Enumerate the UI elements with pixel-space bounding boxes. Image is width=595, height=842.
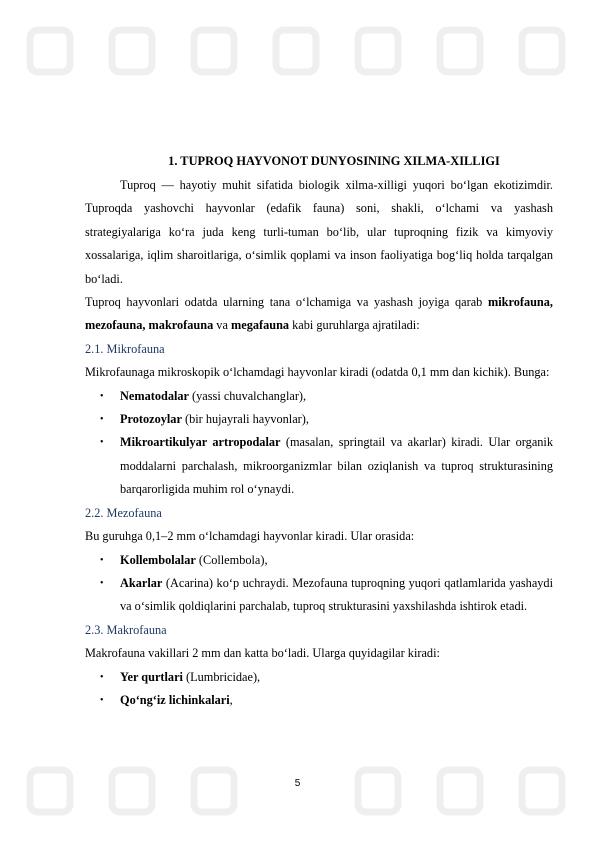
term-makrofauna: makrofauna	[148, 318, 214, 333]
page-title: 1. TUPROQ HAYVONOT DUNYOSINING XILMA-XILLIGI	[168, 154, 500, 168]
list-item-term: Qo‘ng‘iz lichinkalari	[120, 692, 230, 707]
section-heading-makrofauna: 2.3. Makrofauna	[85, 622, 167, 637]
list-item	[85, 549, 553, 572]
mezofauna-intro: Bu guruhga 0,1–2 mm o‘lchamdagi hayvonlar kiradi. Ular orasida:	[85, 529, 415, 544]
groups-paragraph	[85, 291, 553, 338]
separator: ,	[142, 318, 149, 333]
intro-paragraph: Tuproq — hayotiy muhit sifatida biologik xilma-xilligi yuqori bo‘lgan ekotizimdir. Tuproqda yashovchi hayvonlar (edafik fauna) soni, shakli, o‘lchami va yashash strategiyalariga ko‘ra juda keng turli-tuman bo‘lib, ular tuproqning fizik va kimyoviy xossalariga, iqlim sharoitlariga, o‘simlik qoplami va inson faoliyatiga bog‘liq holda tarqalgan bo‘ladi.	[85, 178, 553, 286]
list-item-term: Protozoylar	[120, 412, 182, 427]
list-item	[85, 666, 553, 689]
list-item-text: (yassi chuvalchanglar),	[188, 388, 307, 403]
section-heading-mezofauna: 2.2. Mezofauna	[85, 505, 162, 520]
separator: ,	[549, 295, 553, 310]
list-item-term: Mikroartikulyar artropodalar	[120, 435, 281, 450]
list-item-text: (Lumbricidae),	[182, 669, 261, 684]
list-item-text: (bir hujayrali hayvonlar),	[181, 412, 309, 427]
list-item-text: (masalan, springtail va akarlar) kiradi. Ular organik moddalarni parchalash, mikroorganizmlar bilan oziqlanish va tuproq strukturasining barqarorligida muhim rol o‘ynaydi.	[120, 435, 553, 497]
separator: va	[213, 318, 231, 333]
mikrofauna-list	[85, 385, 553, 502]
document-body	[85, 151, 553, 712]
list-item-text: (Acarina) ko‘p uchraydi. Mezofauna tuproqning yuqori qatlamlarida yashaydi va o‘simlik qoldiqlarini parchalab, tuproq strukturasini yaxshilashda ishtirok etadi.	[120, 575, 553, 614]
list-item-term: Akarlar	[120, 575, 163, 590]
list-item-text: ,	[229, 692, 233, 707]
list-item-text: (Collembola),	[195, 552, 268, 567]
groups-lead-text: Tuproq hayvonlari odatda ularning tana o‘lchamiga va yashash joyiga qarab	[85, 295, 488, 310]
term-mikrofauna: mikrofauna	[487, 295, 550, 310]
list-item	[85, 408, 553, 431]
mezofauna-list	[85, 549, 553, 619]
list-item	[85, 689, 553, 712]
list-item-term: Kollembolalar	[120, 552, 196, 567]
term-megafauna: megafauna	[231, 318, 290, 333]
groups-tail-text: kabi guruhlarga ajratiladi:	[289, 318, 420, 333]
list-item-term: Yer qurtlari	[120, 669, 183, 684]
page-number: 5	[294, 778, 301, 789]
list-item-term: Nematodalar	[120, 388, 189, 403]
list-item	[85, 385, 553, 408]
list-item	[85, 431, 553, 501]
makrofauna-intro: Makrofauna vakillari 2 mm dan katta bo‘ladi. Ularga quyidagilar kiradi:	[85, 646, 440, 661]
mikrofauna-intro: Mikrofaunaga mikroskopik o‘lchamdagi hayvonlar kiradi (odatda 0,1 mm dan kichik). Bunga:	[85, 365, 550, 380]
section-heading-mikrofauna: 2.1. Mikrofauna	[85, 341, 165, 356]
makrofauna-list	[85, 666, 553, 713]
term-mezofauna: mezofauna	[85, 318, 143, 333]
list-item	[85, 572, 553, 619]
